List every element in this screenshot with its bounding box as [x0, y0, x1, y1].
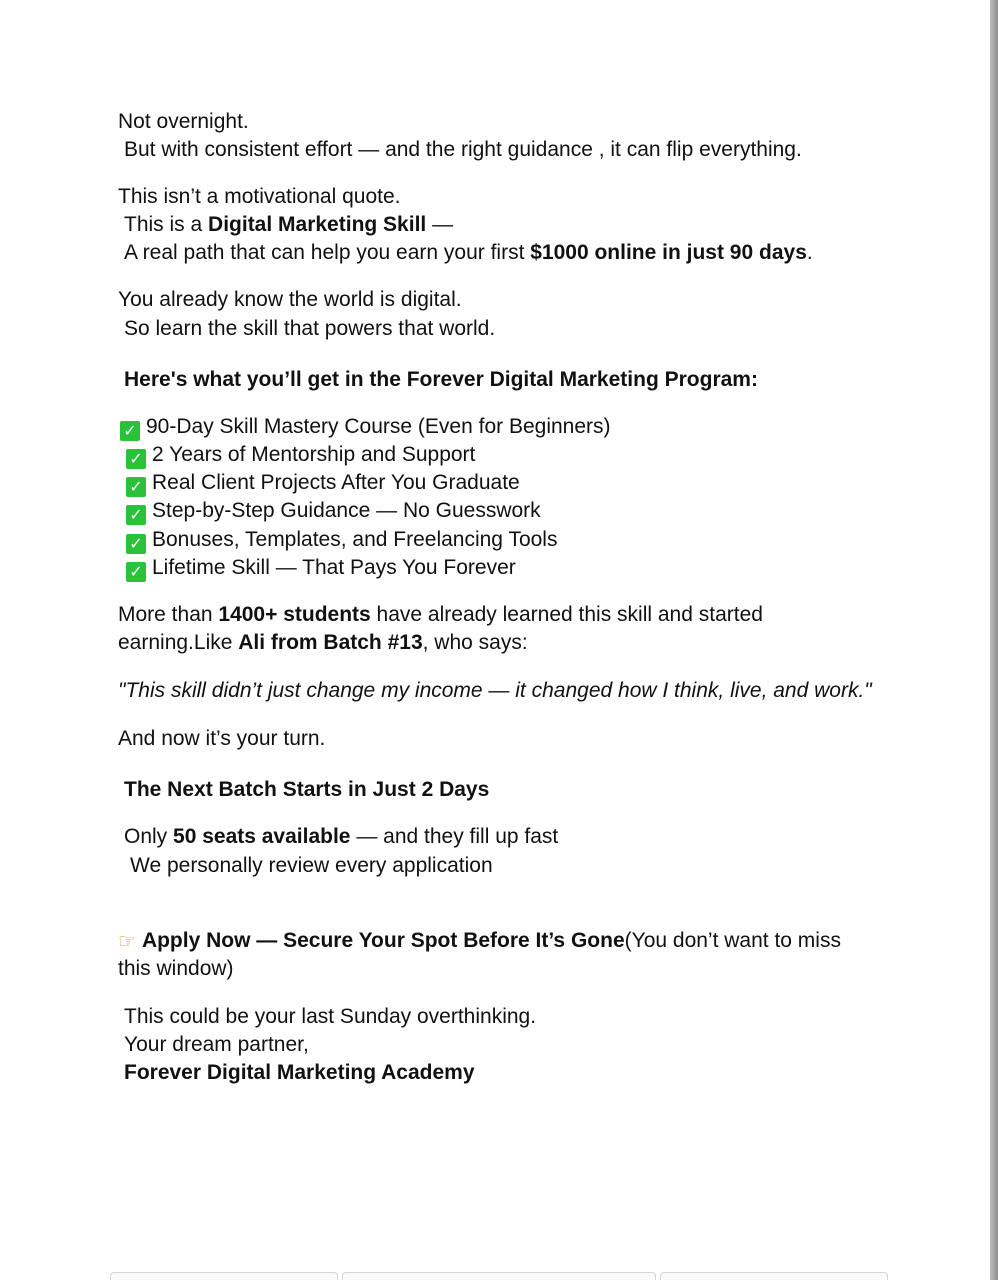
apply-line-2: this window) — [118, 957, 234, 980]
seats-count: 50 seats available — [173, 825, 351, 848]
skill-line-3: A real path that can help you earn your first $1000 online in just 90 days. — [124, 241, 813, 264]
skill-line-1: This isn’t a motivational quote. — [118, 185, 401, 208]
checkmark-icon: ✓ — [120, 421, 140, 441]
testimonial-quote: "This skill didn’t just change my income — it changed how I think, live, and work." — [118, 679, 872, 702]
page-tab[interactable] — [660, 1272, 888, 1280]
students-line-2: earning.Like Ali from Batch #13, who says: — [118, 631, 528, 654]
program-item: ✓ Real Client Projects After You Graduate — [126, 472, 520, 497]
student-count: 1400+ students — [218, 603, 371, 626]
intro-line-1: Not overnight. — [118, 110, 249, 133]
testimonial-author: Ali from Batch #13 — [238, 631, 423, 654]
review-line: We personally review every application — [130, 854, 493, 877]
page-tab[interactable] — [110, 1272, 338, 1280]
program-item: ✓ Bonuses, Templates, and Freelancing Tools — [126, 529, 557, 554]
your-turn-line: And now it’s your turn. — [118, 727, 326, 750]
program-item: ✓ Lifetime Skill — That Pays You Forever — [126, 557, 516, 582]
program-item: ✓ Step-by-Step Guidance — No Guesswork — [126, 500, 541, 525]
checkmark-icon: ✓ — [126, 562, 146, 582]
page-edge-scrollbar — [990, 0, 998, 1280]
program-item: ✓ 90-Day Skill Mastery Course (Even for Beginners) — [120, 416, 611, 441]
skill-name: Digital Marketing Skill — [208, 213, 427, 236]
seats-line: Only 50 seats available — and they fill up fast — [124, 825, 559, 848]
batch-heading: The Next Batch Starts in Just 2 Days — [124, 778, 490, 801]
apply-now-callout: Apply Now — Secure Your Spot Before It’s Gone — [141, 929, 625, 952]
signature: Forever Digital Marketing Academy — [124, 1061, 475, 1084]
apply-line-1: ☞ Apply Now — Secure Your Spot Before It’s Gone(You don’t want to miss — [118, 929, 841, 953]
closing-line-2: Your dream partner, — [124, 1033, 309, 1056]
page-tab[interactable] — [342, 1272, 656, 1280]
world-line-1: You already know the world is digital. — [118, 288, 462, 311]
pointing-hand-icon: ☞ — [118, 929, 136, 953]
students-line-1: More than 1400+ students have already learned this skill and started — [118, 603, 763, 626]
checkmark-icon: ✓ — [126, 477, 146, 497]
intro-line-2: But with consistent effort — and the right guidance , it can flip everything. — [124, 138, 802, 161]
checkmark-icon: ✓ — [126, 449, 146, 469]
program-item: ✓ 2 Years of Mentorship and Support — [126, 444, 475, 469]
program-heading: Here's what you’ll get in the Forever Digital Marketing Program: — [124, 368, 758, 391]
earning-goal: $1000 online in just 90 days — [530, 241, 807, 264]
skill-line-2: This is a Digital Marketing Skill — — [124, 213, 454, 236]
checkmark-icon: ✓ — [126, 534, 146, 554]
checkmark-icon: ✓ — [126, 505, 146, 525]
world-line-2: So learn the skill that powers that world. — [124, 317, 496, 340]
closing-line-1: This could be your last Sunday overthinking. — [124, 1005, 537, 1028]
